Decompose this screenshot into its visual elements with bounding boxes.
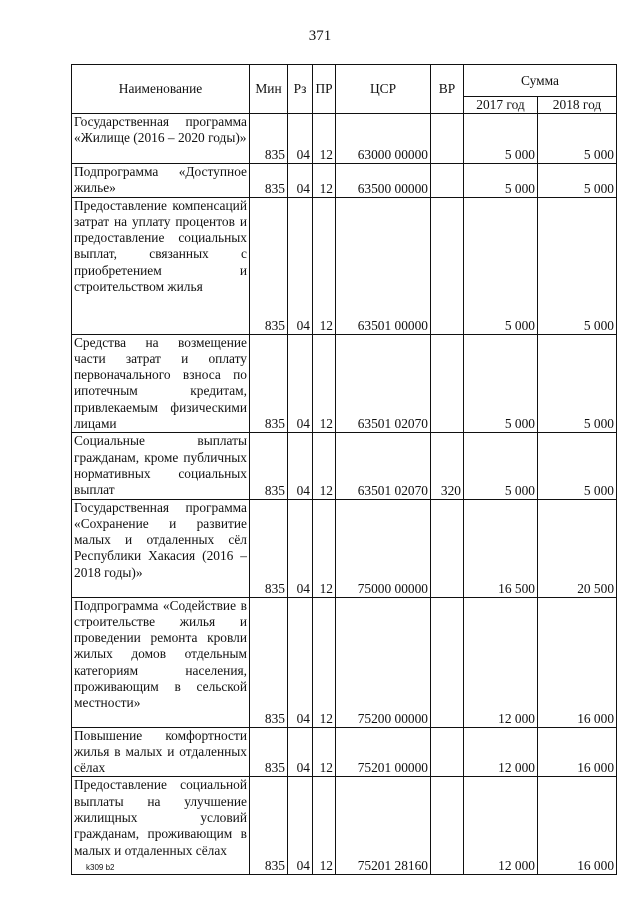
cell-rz: 04: [288, 164, 313, 198]
cell-csr: 63501 02070: [336, 433, 431, 499]
cell-rz: 04: [288, 334, 313, 433]
header-csr: ЦСР: [336, 65, 431, 114]
cell-min: 835: [250, 727, 288, 777]
cell-sum-2018: 5 000: [538, 334, 617, 433]
cell-name: Подпрограмма «Содействие в строительстве жилья и проведении ремонта кровли жилых домов отдельным категориям населения, проживающим в сельской местности»: [72, 597, 250, 727]
cell-vr: [431, 197, 464, 334]
cell-min: 835: [250, 114, 288, 164]
table-row: [72, 727, 617, 777]
cell-csr: 75000 00000: [336, 499, 431, 597]
table-row: [72, 197, 617, 334]
cell-pr: 12: [313, 164, 336, 198]
budget-table: [71, 64, 617, 875]
cell-name: Государственная программа «Жилище (2016 – 2020 годы)»: [72, 114, 250, 164]
cell-vr: [431, 114, 464, 164]
cell-pr: 12: [313, 597, 336, 727]
cell-sum-2018: 5 000: [538, 164, 617, 198]
cell-csr: 63501 00000: [336, 197, 431, 334]
header-pr: ПР: [313, 65, 336, 114]
table-row: [72, 334, 617, 433]
cell-vr: [431, 597, 464, 727]
cell-sum-2018: 5 000: [538, 433, 617, 499]
cell-min: 835: [250, 597, 288, 727]
cell-pr: 12: [313, 777, 336, 875]
cell-sum-2017: 12 000: [464, 777, 538, 875]
cell-rz: 04: [288, 114, 313, 164]
cell-pr: 12: [313, 334, 336, 433]
cell-sum-2018: 20 500: [538, 499, 617, 597]
cell-name: Подпрограмма «Доступное жилье»: [72, 164, 250, 198]
table-row: [72, 114, 617, 164]
header-rz: Рз: [288, 65, 313, 114]
cell-vr: [431, 727, 464, 777]
cell-vr: [431, 164, 464, 198]
cell-pr: 12: [313, 433, 336, 499]
cell-csr: 63501 02070: [336, 334, 431, 433]
cell-sum-2017: 12 000: [464, 727, 538, 777]
cell-sum-2018: 16 000: [538, 727, 617, 777]
cell-name: Предоставление компенсаций затрат на уплату процентов и предоставление социальных выплат, связанных с приобретением и строительством жилья: [72, 197, 250, 334]
cell-min: 835: [250, 334, 288, 433]
cell-csr: 75201 28160: [336, 777, 431, 875]
cell-vr: [431, 334, 464, 433]
cell-min: 835: [250, 164, 288, 198]
cell-rz: 04: [288, 499, 313, 597]
cell-sum-2017: 5 000: [464, 197, 538, 334]
table-row: [72, 164, 617, 198]
cell-rz: 04: [288, 777, 313, 875]
cell-pr: 12: [313, 197, 336, 334]
table-row: [72, 499, 617, 597]
cell-csr: 63000 00000: [336, 114, 431, 164]
cell-rz: 04: [288, 433, 313, 499]
header-year-2017: 2017 год: [464, 97, 538, 114]
cell-sum-2017: 5 000: [464, 433, 538, 499]
cell-sum-2017: 5 000: [464, 334, 538, 433]
cell-csr: 63500 00000: [336, 164, 431, 198]
cell-sum-2017: 5 000: [464, 114, 538, 164]
cell-vr: [431, 777, 464, 875]
header-vr: ВР: [431, 65, 464, 114]
cell-sum-2017: 16 500: [464, 499, 538, 597]
cell-vr: 320: [431, 433, 464, 499]
cell-name: Государственная программа «Сохранение и развитие малых и отдаленных сёл Республики Хакасия (2016 – 2018 годы)»: [72, 499, 250, 597]
table-body: [72, 114, 617, 875]
cell-pr: 12: [313, 727, 336, 777]
cell-csr: 75201 00000: [336, 727, 431, 777]
cell-min: 835: [250, 499, 288, 597]
header-min: Мин: [250, 65, 288, 114]
cell-name: Повышение комфортности жилья в малых и отдаленных сёлах: [72, 727, 250, 777]
cell-csr: 75200 00000: [336, 597, 431, 727]
cell-name: Предоставление социальной выплаты на улучшение жилищных условий гражданам, проживающим в малых и отдаленных сёлах: [72, 777, 250, 875]
cell-min: 835: [250, 433, 288, 499]
cell-pr: 12: [313, 114, 336, 164]
cell-min: 835: [250, 197, 288, 334]
cell-sum-2018: 16 000: [538, 777, 617, 875]
cell-rz: 04: [288, 727, 313, 777]
cell-sum-2017: 12 000: [464, 597, 538, 727]
header-sum: Сумма: [464, 65, 617, 97]
cell-name: Социальные выплаты гражданам, кроме публичных нормативных социальных выплат: [72, 433, 250, 499]
cell-pr: 12: [313, 499, 336, 597]
table-row: [72, 777, 617, 875]
cell-sum-2018: 16 000: [538, 597, 617, 727]
cell-name: Средства на возмещение части затрат и оплату первоначального взноса по ипотечным кредитам, привлекаемым физическими лицами: [72, 334, 250, 433]
footer-code: k309 b2: [86, 863, 115, 872]
cell-rz: 04: [288, 197, 313, 334]
cell-min: 835: [250, 777, 288, 875]
page-number: 371: [308, 28, 332, 44]
table-row: [72, 597, 617, 727]
table-row: [72, 433, 617, 499]
cell-rz: 04: [288, 597, 313, 727]
cell-sum-2017: 5 000: [464, 164, 538, 198]
cell-sum-2018: 5 000: [538, 197, 617, 334]
cell-sum-2018: 5 000: [538, 114, 617, 164]
header-name: Наименование: [72, 65, 250, 114]
cell-vr: [431, 499, 464, 597]
header-year-2018: 2018 год: [538, 97, 617, 114]
